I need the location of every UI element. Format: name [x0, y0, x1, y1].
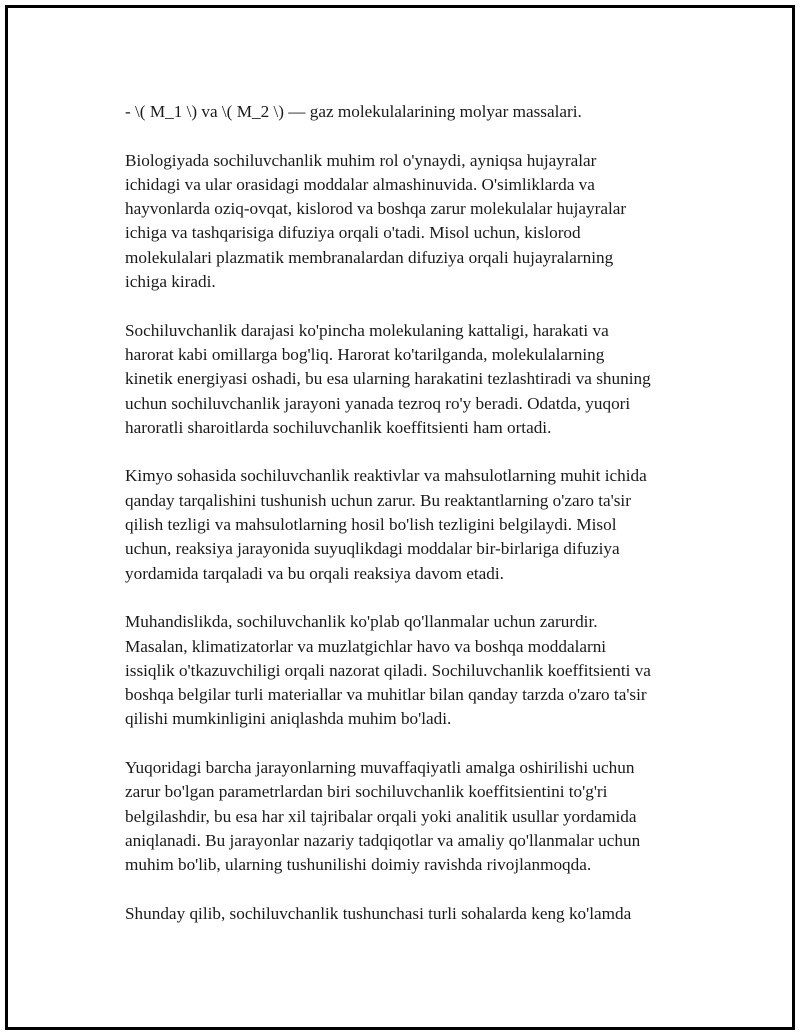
paragraph-parameters: [125, 756, 705, 877]
text-line: Yuqoridagi barcha jarayonlarning muvaffaqiyatli amalga oshirilishi uchun: [125, 758, 635, 778]
text-line: kinetik energiyasi oshadi, bu esa ularning harakatini tezlashtiradi va shuning: [125, 369, 651, 389]
paragraph-formula-note: [125, 100, 705, 124]
text-line: uchun, reaksiya jarayonida suyuqlikdagi moddalar bir-birlariga difuziya: [125, 539, 620, 559]
text-line: issiqlik o'tkazuvchiligi orqali nazorat qiladi. Sochiluvchanlik koeffitsienti va: [125, 660, 651, 680]
paragraph-chemistry: [125, 464, 705, 585]
text-line: belgilashdir, bu esa har xil tajribalar orqali yoki analitik usullar yordamida: [125, 806, 637, 826]
text-line: boshqa belgilar turli materiallar va muhitlar bilan qanday tarzda o'zaro ta'sir: [125, 685, 647, 705]
paragraph-engineering: [125, 610, 705, 731]
text-line: ichiga kiradi.: [125, 272, 216, 292]
text-line: Shunday qilib, sochiluvchanlik tushunchasi turli sohalarda keng ko'lamda: [125, 903, 632, 923]
text-line: harorat kabi omillarga bog'liq. Harorat ko'tarilganda, molekulalarning: [125, 344, 605, 364]
text-line: Masalan, klimatizatorlar va muzlatgichlar havo va boshqa moddalarni: [125, 636, 607, 656]
text-line: Kimyo sohasida sochiluvchanlik reaktivlar va mahsulotlarning muhit ichida: [125, 466, 647, 486]
text-line: ichiga va tashqarisiga difuziya orqali o'tadi. Misol uchun, kislorod: [125, 223, 581, 243]
text-line: ichidagi va ular orasidagi moddalar almashinuvida. O'simliklarda va: [125, 174, 595, 194]
page-frame: [5, 5, 795, 1030]
text-line: yordamida tarqaladi va bu orqali reaksiya davom etadi.: [125, 563, 504, 583]
text-line: hayvonlarda oziq-ovqat, kislorod va boshqa zarur molekulalar hujayralar: [125, 199, 627, 219]
text-line: Muhandislikda, sochiluvchanlik ko'plab qo'llanmalar uchun zarurdir.: [125, 612, 598, 632]
paragraph-conclusion: [125, 902, 705, 926]
text-line: zarur bo'lgan parametrlardan biri sochiluvchanlik koeffitsientini to'g'ri: [125, 782, 608, 802]
text-line: muhim bo'lib, ularning tushunilishi doimiy ravishda rivojlanmoqda.: [125, 855, 592, 875]
text-line: qilish tezligi va mahsulotlarning hosil bo'lish tezligini belgilaydi. Misol: [125, 515, 617, 535]
text-line: haroratli sharoitlarda sochiluvchanlik koeffitsienti ham ortadi.: [125, 417, 552, 437]
text-line: qanday tarqalishini tushunish uchun zarur. Bu reaktantlarning o'zaro ta'sir: [125, 490, 631, 510]
text-line: molekulalari plazmatik membranalardan difuziya orqali hujayralarning: [125, 247, 614, 267]
text-line: - \( M_1 \) va \( M_2 \) — gaz molekulalarining molyar massalari.: [125, 102, 582, 121]
paragraph-factors: [125, 319, 705, 440]
text-line: uchun sochiluvchanlik jarayoni yanada tezroq ro'y beradi. Odatda, yuqori: [125, 393, 631, 413]
text-line: qilishi mumkinligini aniqlashda muhim bo'ladi.: [125, 709, 452, 729]
document-body: [125, 100, 705, 950]
text-line: Biologiyada sochiluvchanlik muhim rol o'ynaydi, ayniqsa hujayralar: [125, 150, 597, 170]
paragraph-biology: [125, 149, 705, 295]
text-line: Sochiluvchanlik darajasi ko'pincha molekulaning kattaligi, harakati va: [125, 320, 609, 340]
text-line: aniqlanadi. Bu jarayonlar nazariy tadqiqotlar va amaliy qo'llanmalar uchun: [125, 830, 641, 850]
